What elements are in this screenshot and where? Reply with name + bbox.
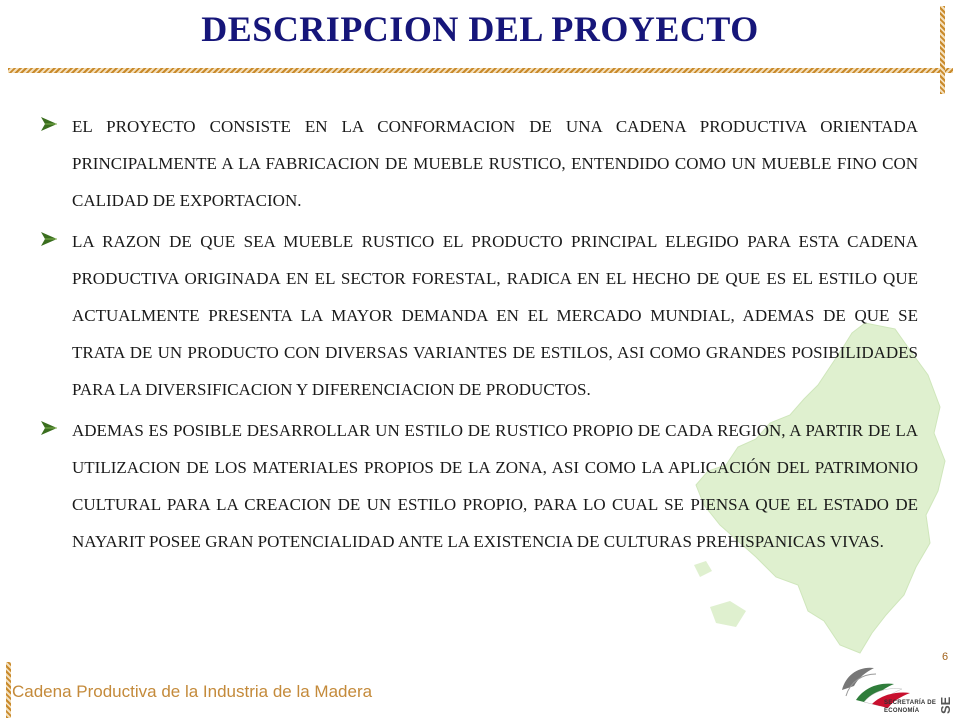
slide-title: DESCRIPCION DEL PROYECTO — [201, 9, 759, 49]
title-rule-top — [8, 68, 953, 73]
bullet-text: EL PROYECTO CONSISTE EN LA CONFORMACION DE UNA CADENA PRODUCTIVA ORIENTADA PRINCIPALMENTE A LA FABRICACION DE MUEBLE RUSTICO, ENTENDIDO COMO UN MUEBLE FINO CON CALIDAD DE EXPORTACION. — [72, 117, 918, 210]
arrow-bullet-icon — [40, 412, 72, 441]
bullet-text: ADEMAS ES POSIBLE DESARROLLAR UN ESTILO DE RUSTICO PROPIO DE CADA REGION, A PARTIR DE LA UTILIZACION DE LOS MATERIALES PROPIOS DE LA ZONA, ASI COMO LA APLICACIÓN DEL PATRIMONIO CULTURAL PARA LA CREACION DE UN ESTILO PROPIO, PARA LO CUAL SE PIENSA QUE EL ESTADO DE NAYARIT POSEE GRAN POTENCIALIDAD ANTE LA EXISTENCIA DE CULTURAS PREHISPANICAS VIVAS. — [72, 421, 918, 551]
arrow-bullet-icon — [40, 223, 72, 252]
logo-mark: SE — [938, 696, 953, 714]
page-number: 6 — [942, 651, 949, 663]
corner-rule-top-right — [940, 6, 945, 94]
bullet-item — [40, 412, 918, 560]
footer-text: Cadena Productiva de la Industria de la Madera — [12, 682, 373, 701]
arrow-bullet-icon — [40, 108, 72, 137]
logo-line-1: SECRETARÍA DE — [884, 700, 937, 706]
bullet-text: LA RAZON DE QUE SEA MUEBLE RUSTICO EL PRODUCTO PRINCIPAL ELEGIDO PARA ESTA CADENA PRODUCTIVA ORIGINADA EN EL SECTOR FORESTAL, RADICA EN EL HECHO DE QUE ES EL ESTILO QUE ACTUALMENTE PRESENTA LA MAYOR DEMANDA EN EL MERCADO MUNDIAL, ADEMAS DE QUE SE TRATA DE UN PRODUCTO CON DIVERSAS VARIANTES DE ESTILOS, ASI COMO GRANDES POSIBILIDADES PARA LA DIVERSIFICACION Y DIFERENCIACION DE PRODUCTOS. — [72, 232, 918, 399]
corner-rule-bottom-left — [6, 662, 11, 718]
logo-line-2: ECONOMÍA — [884, 708, 920, 714]
bullet-item — [40, 223, 918, 408]
bullet-item — [40, 108, 918, 219]
bullet-list — [40, 108, 918, 564]
